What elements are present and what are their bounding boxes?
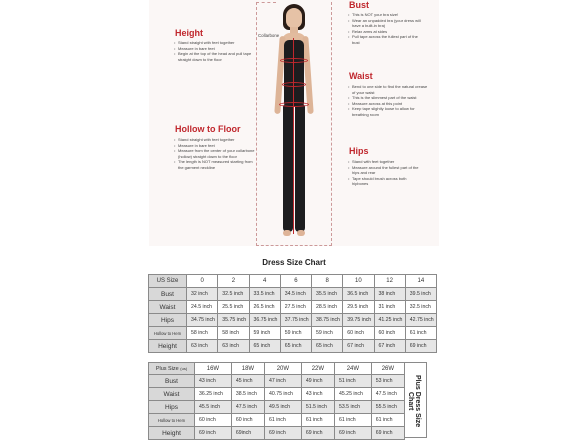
table-cell: 35.5 inch bbox=[312, 288, 343, 301]
table-cell: 34.5 inch bbox=[280, 288, 311, 301]
size-col-16w: 16W bbox=[195, 363, 232, 375]
table-cell: 43 inch bbox=[301, 388, 334, 401]
size-col-0: 0 bbox=[187, 275, 218, 288]
table-cell: 26.5 inch bbox=[249, 301, 280, 314]
table-cell: 60 inch bbox=[343, 327, 374, 340]
size-col-12: 12 bbox=[374, 275, 405, 288]
table-cell: 58 inch bbox=[187, 327, 218, 340]
row-label-hips: Hips bbox=[149, 401, 195, 414]
model-left-foot bbox=[283, 230, 291, 236]
table-cell: 39.75 inch bbox=[343, 314, 374, 327]
bust-tape bbox=[280, 58, 308, 63]
row-label-height: Height bbox=[149, 427, 195, 440]
table-cell: 47.5 inch bbox=[371, 388, 404, 401]
list-item: • Measure from the center of your collarbone (hollow) straight down to the floor bbox=[174, 148, 258, 159]
list-item: • This is NOT your bra size! bbox=[348, 12, 422, 18]
table-cell: 38.75 inch bbox=[312, 314, 343, 327]
table-row bbox=[149, 340, 437, 353]
table-cell: 65 inch bbox=[280, 340, 311, 353]
row-label-bust: Bust bbox=[149, 288, 187, 301]
table-cell: 40.75 inch bbox=[264, 388, 301, 401]
hollow-to-floor-tips bbox=[174, 137, 258, 171]
table-cell: 32.5 inch bbox=[218, 288, 249, 301]
list-item: • Measure around the fullest part of the hips and rear bbox=[348, 165, 422, 176]
table-cell: 38 inch bbox=[374, 288, 405, 301]
table-cell: 25.5 inch bbox=[218, 301, 249, 314]
row-label-hollow-to-hem: Hollow to Hem bbox=[149, 414, 195, 427]
row-label-hollow-to-hem: Hollow to Hem bbox=[149, 327, 187, 340]
table-cell: 58 inch bbox=[218, 327, 249, 340]
row-label-waist: Waist bbox=[149, 388, 195, 401]
table-cell: 65 inch bbox=[312, 340, 343, 353]
table-cell: 61 inch bbox=[405, 327, 436, 340]
plus-chart-side-text: Plus Dress Size Chart bbox=[407, 374, 421, 428]
table-cell: 47.5 inch bbox=[231, 401, 264, 414]
height-heading: Height bbox=[175, 28, 203, 38]
size-col-26w: 26W bbox=[371, 363, 404, 375]
list-item: • Measure across at this point bbox=[348, 101, 430, 107]
table-cell: 53 inch bbox=[371, 375, 404, 388]
table-cell: 59 inch bbox=[249, 327, 280, 340]
list-item: • This is the slimmest part of the waist bbox=[348, 95, 430, 101]
table-cell: 43 inch bbox=[195, 375, 232, 388]
table-cell: 59 inch bbox=[312, 327, 343, 340]
table-cell: 34.75 inch bbox=[187, 314, 218, 327]
size-col-4: 4 bbox=[249, 275, 280, 288]
plus-chart-side-label bbox=[405, 362, 427, 438]
hollow-to-floor-heading: Hollow to Floor bbox=[175, 124, 241, 134]
table-row bbox=[149, 301, 437, 314]
hips-tape bbox=[279, 102, 309, 107]
list-item: • The length is NOT measured starting from the garment neckline bbox=[174, 159, 258, 170]
table-cell: 37.75 inch bbox=[280, 314, 311, 327]
table-cell: 69inch bbox=[231, 427, 264, 440]
size-col-2: 2 bbox=[218, 275, 249, 288]
table-cell: 33.5 inch bbox=[249, 288, 280, 301]
table-cell: 27.5 inch bbox=[280, 301, 311, 314]
table-cell: 61 inch bbox=[371, 414, 404, 427]
row-label-bust: Bust bbox=[149, 375, 195, 388]
table-cell: 49.5 inch bbox=[264, 401, 301, 414]
table-cell: 69 inch bbox=[264, 427, 301, 440]
model-right-foot bbox=[297, 230, 305, 236]
list-item: • Keep tape slightly loose to allow for breathing room bbox=[348, 106, 430, 117]
size-col-14: 14 bbox=[405, 275, 436, 288]
hips-heading: Hips bbox=[349, 146, 369, 156]
table-row bbox=[149, 388, 405, 401]
size-col-6: 6 bbox=[280, 275, 311, 288]
table-cell: 36.75 inch bbox=[249, 314, 280, 327]
plus-size-header-unit: (us) bbox=[180, 365, 188, 371]
plus-size-header bbox=[149, 363, 195, 375]
model-left-leg bbox=[283, 104, 293, 232]
size-col-10: 10 bbox=[343, 275, 374, 288]
table-cell: 53.5 inch bbox=[334, 401, 371, 414]
table-cell: 69 inch bbox=[334, 427, 371, 440]
table-cell: 36.25 inch bbox=[195, 388, 232, 401]
table-row bbox=[149, 314, 437, 327]
table-cell: 36.5 inch bbox=[343, 288, 374, 301]
table-cell: 42.75 inch bbox=[405, 314, 436, 327]
table-cell: 45 inch bbox=[231, 375, 264, 388]
table-cell: 69 inch bbox=[301, 427, 334, 440]
table-cell: 69 inch bbox=[405, 340, 436, 353]
table-row bbox=[149, 327, 437, 340]
table-cell: 67 inch bbox=[343, 340, 374, 353]
table-cell: 32 inch bbox=[187, 288, 218, 301]
table-cell: 61 inch bbox=[334, 414, 371, 427]
chart-title: Dress Size Chart bbox=[262, 258, 326, 267]
list-item: • Measure in bare feet bbox=[174, 46, 252, 52]
table-cell: 69 inch bbox=[195, 427, 232, 440]
table-cell: 51.5 inch bbox=[301, 401, 334, 414]
table-row bbox=[149, 375, 405, 388]
row-label-hips: Hips bbox=[149, 314, 187, 327]
table-cell: 60 inch bbox=[374, 327, 405, 340]
list-item: • Bend to one side to find the natural crease of your waist bbox=[348, 84, 430, 95]
table-cell: 51 inch bbox=[334, 375, 371, 388]
waist-tips bbox=[348, 84, 430, 118]
size-col-24w: 24W bbox=[334, 363, 371, 375]
table-cell: 59 inch bbox=[280, 327, 311, 340]
height-tips bbox=[174, 40, 252, 62]
table-cell: 28.5 inch bbox=[312, 301, 343, 314]
list-item: • Measure in bare feet bbox=[174, 143, 258, 149]
table-cell: 29.5 inch bbox=[343, 301, 374, 314]
table-row bbox=[149, 427, 405, 440]
table-cell: 69 inch bbox=[371, 427, 404, 440]
list-item: • Stand with feet together bbox=[348, 159, 422, 165]
table-cell: 35.75 inch bbox=[218, 314, 249, 327]
row-label-height: Height bbox=[149, 340, 187, 353]
table-cell: 41.25 inch bbox=[374, 314, 405, 327]
table-cell: 38.5 inch bbox=[231, 388, 264, 401]
size-col-18w: 18W bbox=[231, 363, 264, 375]
size-header: US Size bbox=[149, 275, 187, 288]
hips-tips bbox=[348, 159, 422, 187]
standard-size-table bbox=[148, 274, 437, 353]
table-cell: 61 inch bbox=[301, 414, 334, 427]
table-row bbox=[149, 414, 405, 427]
plus-size-header-text: Plus Size bbox=[155, 365, 179, 372]
row-label-waist: Waist bbox=[149, 301, 187, 314]
table-row bbox=[149, 288, 437, 301]
table-cell: 47 inch bbox=[264, 375, 301, 388]
model-top bbox=[284, 40, 304, 106]
model-face bbox=[286, 8, 302, 28]
table-cell: 60 inch bbox=[195, 414, 232, 427]
model-legs bbox=[283, 104, 305, 232]
table-cell: 63 inch bbox=[218, 340, 249, 353]
collarbone-label: Collarbone bbox=[258, 33, 280, 38]
table-cell: 45.25 inch bbox=[334, 388, 371, 401]
list-item: • Stand straight with feet together bbox=[174, 40, 252, 46]
size-col-20w: 20W bbox=[264, 363, 301, 375]
hollow-to-floor-line bbox=[293, 38, 294, 234]
list-item: • Wear an unpadded bra (your dress will have a built-in bra) bbox=[348, 18, 422, 29]
bust-heading: Bust bbox=[349, 0, 369, 10]
plus-size-table bbox=[148, 362, 405, 440]
table-cell: 67 inch bbox=[374, 340, 405, 353]
table-cell: 31 inch bbox=[374, 301, 405, 314]
table-row bbox=[149, 401, 405, 414]
table-cell: 63 inch bbox=[187, 340, 218, 353]
table-cell: 32.5 inch bbox=[405, 301, 436, 314]
table-cell: 39.5 inch bbox=[405, 288, 436, 301]
list-item: • Begin at the top of the head and pull tape straight down to the floor bbox=[174, 51, 252, 62]
list-item: • Pull tape across the fullest part of the bust bbox=[348, 34, 422, 45]
table-cell: 60 inch bbox=[231, 414, 264, 427]
bust-tips bbox=[348, 12, 422, 46]
table-cell: 45.5 inch bbox=[195, 401, 232, 414]
model-figure bbox=[270, 2, 318, 246]
waist-heading: Waist bbox=[349, 71, 373, 81]
waist-tape bbox=[282, 82, 306, 87]
size-col-8: 8 bbox=[312, 275, 343, 288]
list-item: • Stand straight with feet together bbox=[174, 137, 258, 143]
model-right-leg bbox=[295, 104, 305, 232]
size-col-22w: 22W bbox=[301, 363, 334, 375]
table-cell: 24.5 inch bbox=[187, 301, 218, 314]
list-item: • Relax arms at sides bbox=[348, 29, 422, 35]
table-cell: 65 inch bbox=[249, 340, 280, 353]
table-cell: 49 inch bbox=[301, 375, 334, 388]
table-cell: 61 inch bbox=[264, 414, 301, 427]
list-item: • Tape should brush across both hipbones bbox=[348, 176, 422, 187]
table-cell: 55.5 inch bbox=[371, 401, 404, 414]
